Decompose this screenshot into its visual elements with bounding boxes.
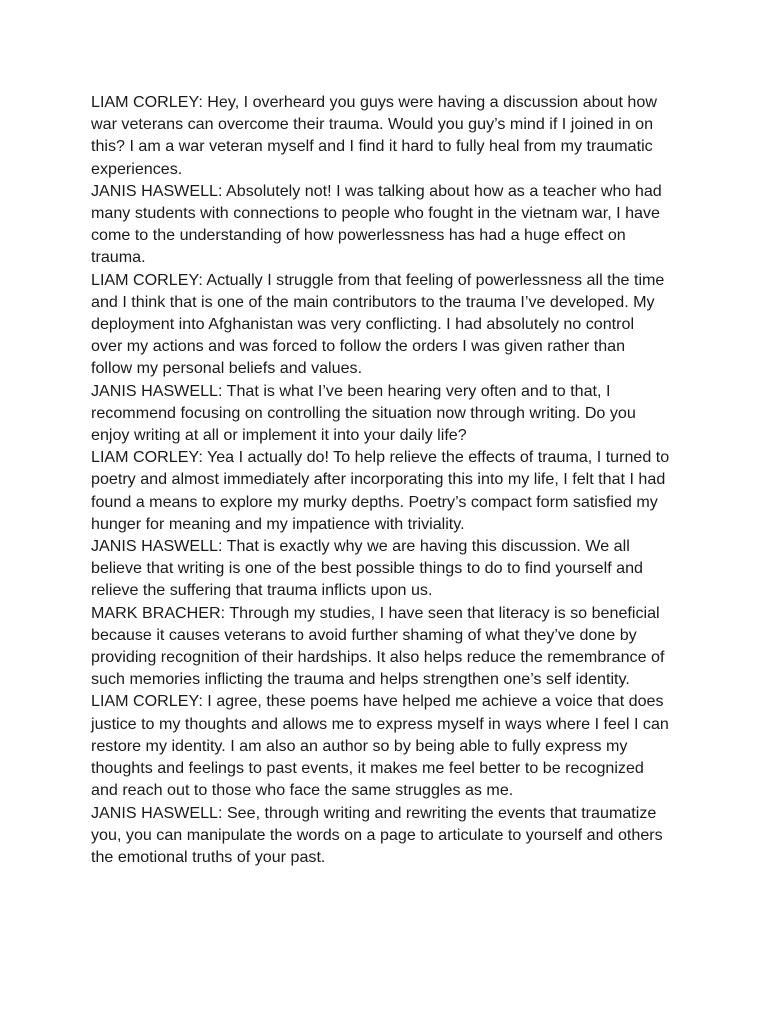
text-line: thoughts and feelings to past events, it makes me feel better to be recognized (91, 759, 644, 778)
text-line: and I think that is one of the main contributors to the trauma I’ve developed. My (91, 292, 655, 311)
text-line: experiences. (91, 159, 183, 178)
dialogue-text (91, 91, 691, 868)
text-line: LIAM CORLEY: I agree, these poems have helped me achieve a voice that does (91, 692, 664, 711)
text-line: JANIS HASWELL: Absolutely not! I was talking about how as a teacher who had (91, 181, 662, 200)
text-line: recommend focusing on controlling the situation now through writing. Do you (91, 403, 636, 422)
text-line: hunger for meaning and my impatience with triviality. (91, 514, 465, 533)
paragraph-liam-3 (91, 446, 691, 535)
text-line: come to the understanding of how powerlessness has had a huge effect on (91, 226, 626, 245)
text-line: the emotional truths of your past. (91, 847, 326, 866)
text-line: LIAM CORLEY: Actually I struggle from that feeling of powerlessness all the time (91, 270, 665, 289)
text-line: providing recognition of their hardships. It also helps reduce the remembrance of (91, 648, 665, 667)
text-line: relieve the suffering that trauma inflicts upon us. (91, 581, 433, 600)
text-line: such memories inflicting the trauma and helps strengthen one’s self identity. (91, 670, 630, 689)
paragraph-liam-2 (91, 269, 691, 380)
text-line: follow my personal beliefs and values. (91, 359, 363, 378)
text-line: many students with connections to people who fought in the vietnam war, I have (91, 204, 660, 223)
text-line: believe that writing is one of the best possible things to do to find yourself and (91, 559, 643, 578)
text-line: this? I am a war veteran myself and I find it hard to fully heal from my traumatic (91, 137, 653, 156)
text-line: found a means to explore my murky depths. Poetry’s compact form satisfied my (91, 492, 658, 511)
text-line: LIAM CORLEY: Yea I actually do! To help relieve the effects of trauma, I turned to (91, 448, 670, 467)
text-line: JANIS HASWELL: That is what I’ve been hearing very often and to that, I (91, 381, 611, 400)
paragraph-janis-2 (91, 380, 691, 447)
paragraph-mark-1 (91, 602, 691, 691)
text-line: you, you can manipulate the words on a page to articulate to yourself and others (91, 825, 663, 844)
text-line: because it causes veterans to avoid further shaming of what they’ve done by (91, 625, 637, 644)
text-line: poetry and almost immediately after incorporating this into my life, I felt that I had (91, 470, 666, 489)
text-line: LIAM CORLEY: Hey, I overheard you guys were having a discussion about how (91, 93, 657, 111)
paragraph-liam-4 (91, 690, 691, 801)
text-line: MARK BRACHER: Through my studies, I have seen that literacy is so beneficial (91, 603, 660, 622)
text-line: enjoy writing at all or implement it into your daily life? (91, 426, 467, 445)
paragraph-janis-3 (91, 535, 691, 602)
text-line: JANIS HASWELL: That is exactly why we are having this discussion. We all (91, 537, 630, 556)
text-line: over my actions and was forced to follow the orders I was given rather than (91, 337, 626, 356)
text-line: deployment into Afghanistan was very conflicting. I had absolutely no control (91, 315, 635, 334)
paragraph-janis-1 (91, 180, 691, 269)
text-line: trauma. (91, 248, 146, 267)
text-line: and reach out to those who face the same struggles as me. (91, 781, 514, 800)
paragraph-liam-1 (91, 91, 691, 180)
text-line: justice to my thoughts and allows me to express myself in ways where I feel I can (91, 714, 669, 733)
paragraph-janis-4 (91, 802, 691, 869)
text-line: war veterans can overcome their trauma. Would you guy’s mind if I joined in on (91, 115, 654, 134)
text-line: restore my identity. I am also an author so by being able to fully express my (91, 736, 628, 755)
text-line: JANIS HASWELL: See, through writing and rewriting the events that traumatize (91, 803, 657, 822)
